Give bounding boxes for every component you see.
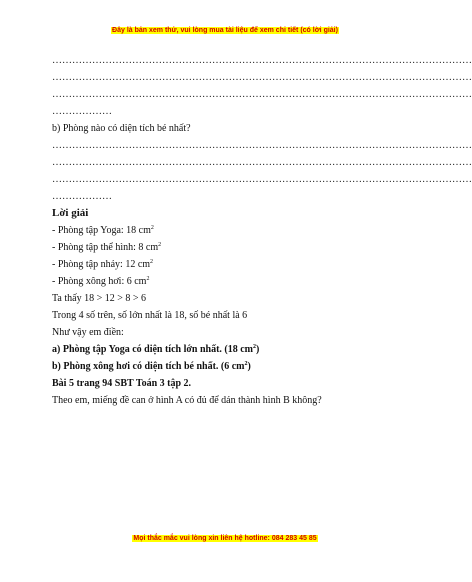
room-sauna: - Phòng xông hơi: 6 $cm^2$ — [52, 276, 150, 287]
answer-a: a) Phòng tập Yoga có diện tích lớn nhất. (18 $cm^2$) — [52, 344, 260, 355]
answer-line-short: ……………… — [52, 191, 112, 202]
answer-line: ……………………………………………………………………………………………………………… — [52, 140, 472, 151]
room-yoga: - Phòng tập Yoga: 18 $cm^2$ — [52, 225, 154, 236]
preview-banner-text: Đây là bản xem thử, vui lòng mua tài liệu để xem chi tiết (có lời giải) — [112, 27, 338, 34]
document-body — [52, 52, 472, 409]
answer-b: b) Phòng xông hơi có diện tích bé nhất. (6 $cm^2$) — [52, 361, 251, 372]
answer-line: ……………………………………………………………………………………………………………… — [52, 55, 472, 66]
preview-banner — [0, 27, 450, 34]
question-b: b) Phòng nào có diện tích bé nhất? — [52, 123, 191, 134]
answer-line-short: ……………… — [52, 106, 112, 117]
answer-line: ……………………………………………………………………………………………………………… — [52, 157, 472, 168]
answer-line: ……………………………………………………………………………………………………………… — [52, 89, 472, 100]
exercise-question: Theo em, miếng đề can ở hình A có đủ để dán thành hình B không? — [52, 395, 322, 406]
exercise-title: Bài 5 trang 94 SBT Toán 3 tập 2. — [52, 378, 192, 389]
comparison: Ta thấy 18 > 12 > 8 > 6 — [52, 293, 146, 304]
fill-in-intro: Như vậy em điền: — [52, 327, 124, 338]
room-gym: - Phòng tập thể hình: 8 $cm^2$ — [52, 242, 162, 253]
hotline-banner — [0, 535, 450, 542]
conclusion: Trong 4 số trên, số lớn nhất là 18, số bé nhất là 6 — [52, 310, 248, 321]
hotline-banner-text: Mọi thắc mắc vui lòng xin liên hệ hotline: 084 283 45 85 — [133, 535, 317, 542]
answer-line: ……………………………………………………………………………………………………………… — [52, 174, 472, 185]
answer-line: ……………………………………………………………………………………………………………… — [52, 72, 472, 83]
solution-heading: Lời giải — [52, 207, 89, 219]
room-dance: - Phòng tập nhảy: 12 $cm^2$ — [52, 259, 154, 270]
